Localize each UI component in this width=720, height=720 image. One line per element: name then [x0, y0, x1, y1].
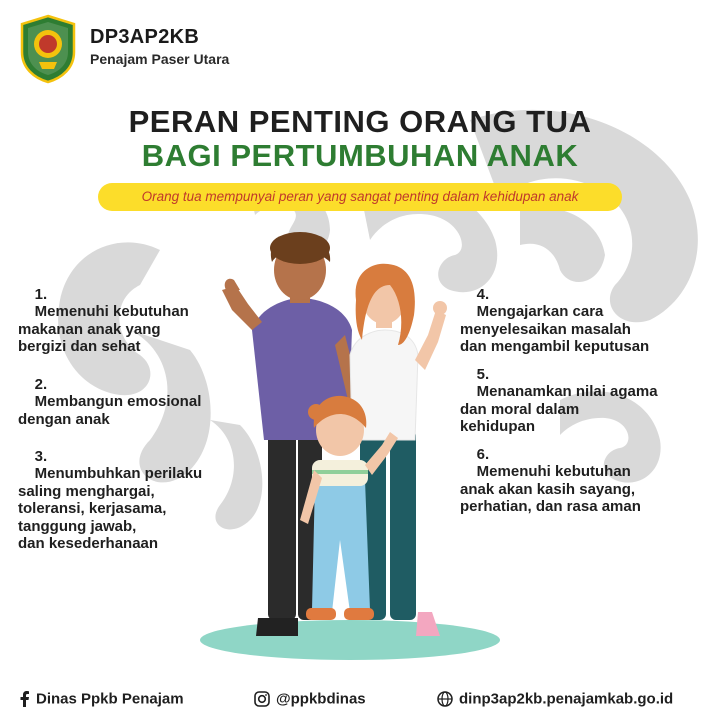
footer-facebook[interactable] — [18, 690, 184, 708]
title-line-2: BAGI PERTUMBUHAN ANAK — [141, 138, 579, 173]
list-item-number: 1. — [34, 285, 48, 303]
list-item-6 — [460, 428, 641, 533]
list-item-text: Membangun emosional dengan anak — [18, 393, 202, 428]
list-item-text: Memenuhi kebutuhan makanan anak yang bergizi dan sehat — [18, 303, 189, 355]
footer-website[interactable] — [437, 690, 673, 708]
title-line-1: PERAN PENTING ORANG TUA — [128, 104, 592, 139]
instagram-handle: @ppkbdinas — [276, 690, 366, 708]
list-item-text: Menanamkan nilai agama dan moral dalam kehidupan — [460, 383, 658, 435]
list-item-text: Menumbuhkan perilaku saling menghargai, toleransi, kerjasama, tanggung jawab, dan kesederhanaan — [18, 465, 203, 552]
org-name: DP3AP2KB — [90, 26, 200, 48]
website-url: dinp3ap2kb.penajamkab.go.id — [459, 690, 674, 708]
list-item-number: 4. — [476, 285, 490, 303]
list-item-number: 6. — [476, 445, 490, 463]
org-subtitle: Penajam Paser Utara — [90, 51, 230, 67]
list-item-number: 5. — [476, 365, 490, 383]
facebook-icon — [18, 691, 30, 707]
list-item-text: Mengajarkan cara menyelesaikan masalah dan mengambil keputusan — [460, 303, 650, 355]
list-item-number: 3. — [34, 447, 48, 465]
banner-text: Orang tua mempunyai peran yang sangat penting dalam kehidupan anak — [141, 189, 579, 204]
list-item-number: 2. — [34, 375, 48, 393]
globe-icon — [437, 691, 453, 707]
list-item-text: Memenuhi kebutuhan anak akan kasih sayang, perhatian, dan rasa aman — [460, 463, 641, 515]
footer-instagram[interactable] — [254, 690, 366, 708]
instagram-icon — [254, 691, 270, 707]
list-item-3 — [18, 430, 202, 570]
facebook-handle: Dinas Ppkb Penajam — [36, 690, 184, 708]
